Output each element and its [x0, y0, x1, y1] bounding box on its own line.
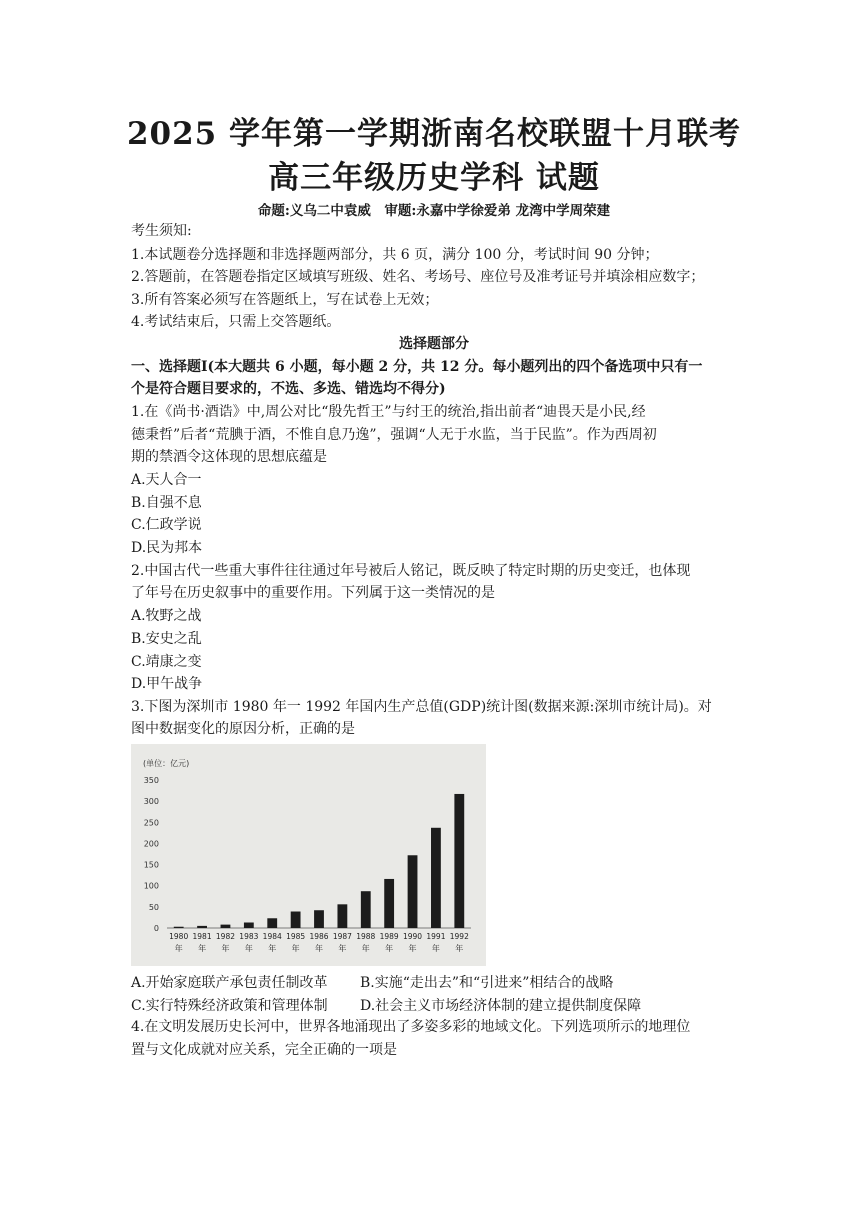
section-instruction: 个是符合题目要求的，不选、多选、错选均不得分) [131, 381, 446, 397]
x-tick-label: 1989 [379, 932, 399, 941]
q1-option-d: D.民为邦本 [131, 540, 203, 556]
y-tick-label: 100 [143, 881, 159, 891]
x-tick-label: 1983 [239, 932, 259, 941]
q3-option-a: A.开始家庭联产承包责任制改革 [131, 975, 328, 991]
bar-1988 [361, 891, 371, 928]
q1-stem: 德秉哲”后者“荒腆于酒，不惟自息乃逸”，强调“人无于水监，当于民监”。作为西周初 [131, 427, 657, 443]
notice-item: 1.本试题卷分选择题和非选择题两部分，共 6 页，满分 100 分，考试时间 90 分钟； [131, 247, 659, 263]
x-tick-suffix: 年 [291, 944, 300, 953]
x-tick-suffix: 年 [431, 944, 440, 953]
x-tick-suffix: 年 [244, 944, 253, 953]
bar-1985 [291, 912, 301, 928]
gdp-chart-photo [131, 744, 486, 966]
bar-1982 [221, 925, 231, 928]
q2-option-d: D.甲午战争 [131, 676, 203, 692]
bar-1980 [174, 927, 184, 928]
x-tick-label: 1991 [426, 932, 446, 941]
y-tick-label: 0 [153, 924, 159, 933]
x-tick-label: 1982 [215, 932, 236, 941]
x-tick-suffix: 年 [315, 944, 323, 953]
section-title: 选择题部分 [399, 336, 469, 352]
bar-1992 [454, 794, 464, 928]
q3-option-b: B.实施“走出去”和“引进来”相结合的战略 [360, 975, 614, 991]
x-tick-suffix: 年 [174, 944, 183, 953]
bar-1981 [197, 926, 207, 928]
x-tick-label: 1992 [449, 932, 469, 941]
q2-stem: 了年号在历史叙事中的重要作用。下列属于这一类情况的是 [131, 585, 495, 601]
q4-stem: 4.在文明发展历史长河中，世界各地涌现出了多姿多彩的地域文化。下列选项所示的地理位 [131, 1019, 691, 1035]
x-tick-suffix: 年 [338, 944, 347, 953]
y-tick-label: 350 [143, 776, 159, 785]
y-tick-label: 250 [143, 818, 159, 828]
y-tick-label: 300 [143, 797, 159, 807]
bar-1990 [408, 855, 418, 928]
x-tick-label: 1981 [192, 932, 212, 941]
x-tick-label: 1988 [356, 932, 376, 941]
y-tick-label: 50 [148, 902, 159, 912]
bar-1986 [314, 910, 324, 928]
x-tick-label: 1990 [402, 932, 423, 941]
x-tick-label: 1986 [309, 932, 329, 941]
q3-option-d: D.社会主义市场经济体制的建立提供制度保障 [360, 998, 642, 1014]
x-tick-label: 1980 [169, 932, 189, 941]
exam-authors: 命题:义乌二中袁威 审题:永嘉中学徐爱弟 龙湾中学周荣建 [257, 203, 611, 219]
notice-item: 2.答题前，在答题卷指定区域填写班级、姓名、考场号、座位号及准考证号并填涂相应数字； [131, 269, 705, 285]
q2-option-c: C.靖康之变 [131, 654, 202, 670]
x-tick-suffix: 年 [385, 944, 394, 953]
q4-stem: 置与文化成就对应关系，完全正确的一项是 [131, 1042, 397, 1058]
q3-stem: 图中数据变化的原因分析，正确的是 [131, 721, 355, 737]
q2-option-b: B.安史之乱 [131, 631, 202, 647]
x-tick-suffix: 年 [221, 944, 230, 953]
y-tick-label: 150 [143, 860, 159, 870]
q3-stem: 3.下图为深圳市 1980 年一 1992 年国内生产总值(GDP)统计图(数据来源:深圳市统计局)。对 [131, 699, 712, 715]
exam-title-line1: 2025 学年第一学期浙南名校联盟十月联考 [126, 116, 742, 152]
notice-item: 3.所有答案必须写在答题纸上，写在试卷上无效； [131, 292, 439, 308]
x-tick-suffix: 年 [408, 944, 417, 953]
q1-option-b: B.自强不息 [131, 495, 202, 511]
notice-heading: 考生须知: [131, 223, 192, 239]
x-tick-suffix: 年 [361, 944, 370, 953]
bar-1989 [384, 879, 394, 928]
q2-stem: 2.中国古代一些重大事件往往通过年号被后人铭记，既反映了特定时期的历史变迁，也体现 [131, 563, 691, 579]
q1-option-c: C.仁政学说 [131, 517, 202, 533]
x-tick-label: 1987 [332, 932, 352, 941]
bar-1983 [244, 923, 254, 928]
x-tick-suffix: 年 [268, 944, 277, 953]
q1-option-a: A.天人合一 [131, 472, 202, 488]
chart-unit-label: (单位：亿元) [143, 759, 190, 768]
bar-1987 [337, 904, 347, 928]
x-tick-label: 1985 [286, 932, 306, 941]
q2-option-a: A.牧野之战 [131, 608, 202, 624]
y-tick-label: 200 [143, 839, 159, 849]
q1-stem: 期的禁酒令这体现的思想底蕴是 [131, 449, 327, 465]
q1-stem: 1.在《尚书·酒诰》中,周公对比“殷先哲王”与纣王的统治,指出前者“迪畏天是小民,经 [131, 404, 646, 420]
bar-1984 [267, 918, 277, 928]
x-tick-suffix: 年 [198, 944, 207, 953]
notice-item: 4.考试结束后，只需上交答题纸。 [131, 314, 341, 330]
bar-1991 [431, 828, 441, 928]
q3-option-c: C.实行特殊经济政策和管理体制 [131, 998, 328, 1014]
x-tick-suffix: 年 [455, 944, 464, 953]
section-instruction: 一、选择题Ⅰ(本大题共 6 小题，每小题 2 分，共 12 分。每小题列出的四个备选项中只有一 [131, 359, 703, 375]
gdp-bar-chart [131, 744, 486, 966]
x-tick-label: 1984 [262, 932, 282, 941]
exam-title-line2: 高三年级历史学科 试题 [268, 160, 600, 196]
